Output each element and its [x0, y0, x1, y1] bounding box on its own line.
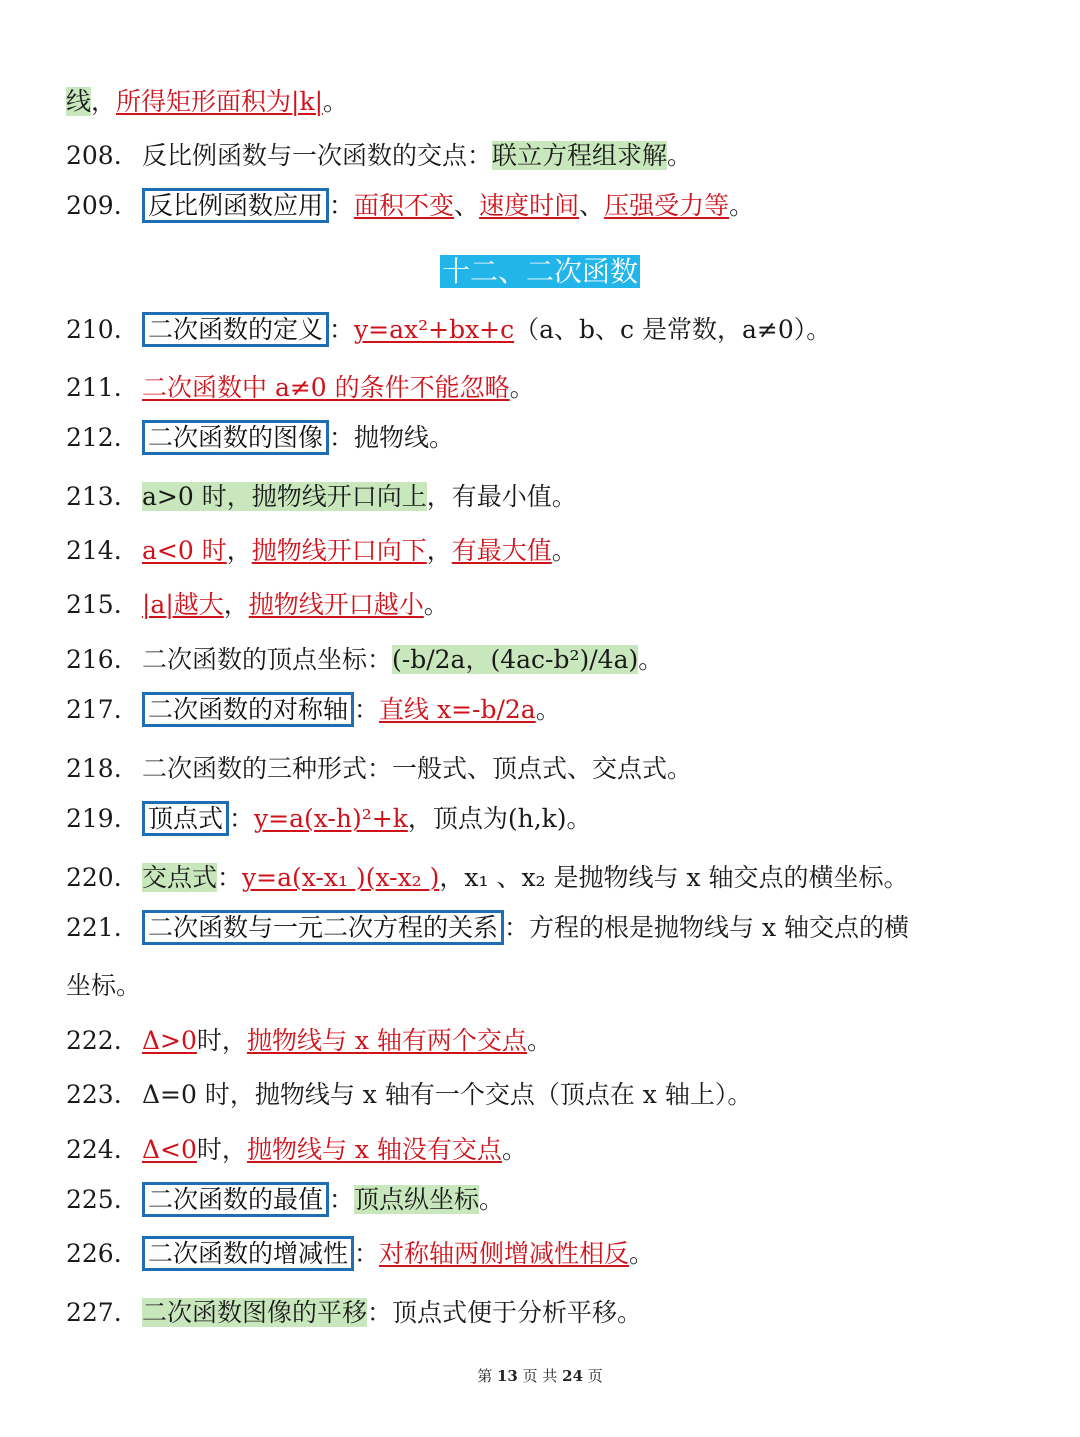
text: ，顶点为(h,k)。 — [407, 804, 592, 833]
item-number: 216. — [66, 645, 122, 674]
text: ， — [91, 87, 117, 116]
text: 坐标。 — [66, 971, 142, 1000]
text: 。 — [423, 590, 449, 619]
emphasis-text: 抛物线与 x 轴有两个交点 — [246, 1026, 527, 1055]
item-220 — [66, 860, 909, 896]
item-209 — [66, 188, 754, 224]
text: 。 — [667, 141, 693, 170]
item-number: 220. — [66, 863, 122, 892]
text: 。 — [629, 1239, 655, 1268]
highlight: 交点式 — [142, 863, 218, 892]
item-number: 213. — [66, 482, 122, 511]
highlight: (-b/2a，(4ac-b²)/4a) — [392, 645, 639, 674]
text: ： — [329, 315, 355, 344]
item-212 — [66, 420, 454, 456]
emphasis-text: y=a(x-x₁ )(x-x₂ ) — [242, 863, 440, 892]
footer-text: 第 — [477, 1367, 497, 1385]
item-number: 217. — [66, 695, 122, 724]
text: ： — [354, 1239, 380, 1268]
page-number: 13 — [496, 1367, 518, 1385]
item-224 — [66, 1132, 527, 1168]
item-216 — [66, 642, 663, 678]
highlight: 顶点纵坐标 — [354, 1185, 480, 1214]
page-footer — [0, 1366, 1080, 1386]
section-heading — [0, 253, 1080, 291]
boxed-term: 二次函数的对称轴 — [142, 692, 354, 727]
footer-text: 页 共 — [517, 1367, 563, 1385]
emphasis-text: y=a(x-h)²+k — [254, 804, 408, 833]
text: 。 — [729, 191, 755, 220]
item-number: 227. — [66, 1298, 122, 1327]
highlight: 线 — [66, 87, 92, 116]
text: 。 — [535, 695, 561, 724]
text: 反比例函数与一次函数的交点： — [142, 141, 493, 170]
text: 。 — [323, 87, 349, 116]
item-218 — [66, 751, 692, 787]
item-221 — [66, 910, 909, 946]
item-number: 215. — [66, 590, 122, 619]
item-227 — [66, 1295, 642, 1331]
text: ， — [223, 590, 249, 619]
text: ：方程的根是抛物线与 x 轴交点的横 — [504, 913, 910, 942]
emphasis-text: 压强受力等 — [604, 191, 730, 220]
text: 。 — [638, 645, 664, 674]
text: ： — [217, 863, 243, 892]
boxed-term: 二次函数与一元二次方程的关系 — [142, 910, 504, 945]
text: Δ=0 时，抛物线与 x 轴有一个交点（顶点在 x 轴上）。 — [142, 1080, 753, 1109]
text: 。 — [501, 1135, 527, 1164]
text: 。 — [551, 536, 577, 565]
text: ： — [329, 1185, 355, 1214]
text: 、 — [454, 191, 480, 220]
item-223 — [66, 1077, 752, 1113]
boxed-term: 二次函数的最值 — [142, 1182, 329, 1217]
text: （a、b、c 是常数，a≠0）。 — [514, 315, 832, 344]
emphasis-text: 有最大值 — [451, 536, 552, 565]
item-number: 208. — [66, 141, 122, 170]
highlight: a>0 时，抛物线开口向上 — [142, 482, 427, 511]
item-221-continuation — [66, 968, 141, 1004]
item-number: 226. — [66, 1239, 122, 1268]
item-number: 212. — [66, 423, 122, 452]
boxed-term: 顶点式 — [142, 801, 229, 836]
boxed-term: 二次函数的图像 — [142, 420, 329, 455]
highlight: 二次函数图像的平移 — [142, 1298, 368, 1327]
item-continuation — [66, 84, 348, 120]
item-number: 221. — [66, 913, 122, 942]
text: ， — [226, 536, 252, 565]
text: 二次函数的顶点坐标： — [142, 645, 393, 674]
emphasis-text: 二次函数中 a≠0 的条件不能忽略 — [142, 373, 510, 402]
item-number: 219. — [66, 804, 122, 833]
emphasis-text: 面积不变 — [354, 191, 455, 220]
text: ：抛物线。 — [329, 423, 455, 452]
text: 。 — [479, 1185, 505, 1214]
emphasis-text: Δ>0 — [142, 1026, 197, 1055]
emphasis-text: 抛物线开口向下 — [251, 536, 427, 565]
item-208 — [66, 138, 692, 174]
item-number: 210. — [66, 315, 122, 344]
footer-text: 页 — [583, 1367, 603, 1385]
text: 时， — [196, 1135, 247, 1164]
item-number: 214. — [66, 536, 122, 565]
text: ， — [426, 536, 452, 565]
boxed-term: 二次函数的增减性 — [142, 1236, 354, 1271]
emphasis-text: y=ax²+bx+c — [354, 315, 515, 344]
item-number: 224. — [66, 1135, 122, 1164]
emphasis-text: 所得矩形面积为|k| — [116, 87, 324, 116]
item-222 — [66, 1023, 552, 1059]
boxed-term: 反比例函数应用 — [142, 188, 329, 223]
text: 、 — [579, 191, 605, 220]
text: ： — [229, 804, 255, 833]
highlight: 联立方程组求解 — [492, 141, 668, 170]
emphasis-text: 速度时间 — [479, 191, 580, 220]
item-214 — [66, 533, 577, 569]
text: ： — [354, 695, 380, 724]
item-number: 218. — [66, 754, 122, 783]
text: 时， — [196, 1026, 247, 1055]
text: ： — [329, 191, 355, 220]
item-210 — [66, 312, 831, 348]
emphasis-text: Δ<0 — [142, 1135, 197, 1164]
boxed-term: 二次函数的定义 — [142, 312, 329, 347]
emphasis-text: a<0 时 — [142, 536, 227, 565]
text: 。 — [509, 373, 535, 402]
text: 二次函数的三种形式：一般式、顶点式、交点式。 — [142, 754, 693, 783]
item-226 — [66, 1236, 654, 1272]
section-heading-text: 十二、二次函数 — [441, 255, 638, 288]
emphasis-text: 直线 x=-b/2a — [379, 695, 536, 724]
text: 。 — [526, 1026, 552, 1055]
text: ：顶点式便于分析平移。 — [367, 1298, 643, 1327]
item-215 — [66, 587, 449, 623]
item-number: 209. — [66, 191, 122, 220]
text: ，x₁ 、x₂ 是抛物线与 x 轴交点的横坐标。 — [439, 863, 909, 892]
emphasis-text: 抛物线开口越小 — [248, 590, 424, 619]
item-number: 211. — [66, 373, 122, 402]
item-number: 222. — [66, 1026, 122, 1055]
page-total: 24 — [562, 1367, 584, 1385]
emphasis-text: 对称轴两侧增减性相反 — [379, 1239, 630, 1268]
item-217 — [66, 692, 561, 728]
text: ，有最小值。 — [426, 482, 577, 511]
item-219 — [66, 801, 592, 837]
item-213 — [66, 479, 577, 515]
item-225 — [66, 1182, 504, 1218]
item-number: 225. — [66, 1185, 122, 1214]
item-number: 223. — [66, 1080, 122, 1109]
emphasis-text: 抛物线与 x 轴没有交点 — [246, 1135, 502, 1164]
emphasis-text: |a|越大 — [142, 590, 224, 619]
item-211 — [66, 370, 535, 406]
